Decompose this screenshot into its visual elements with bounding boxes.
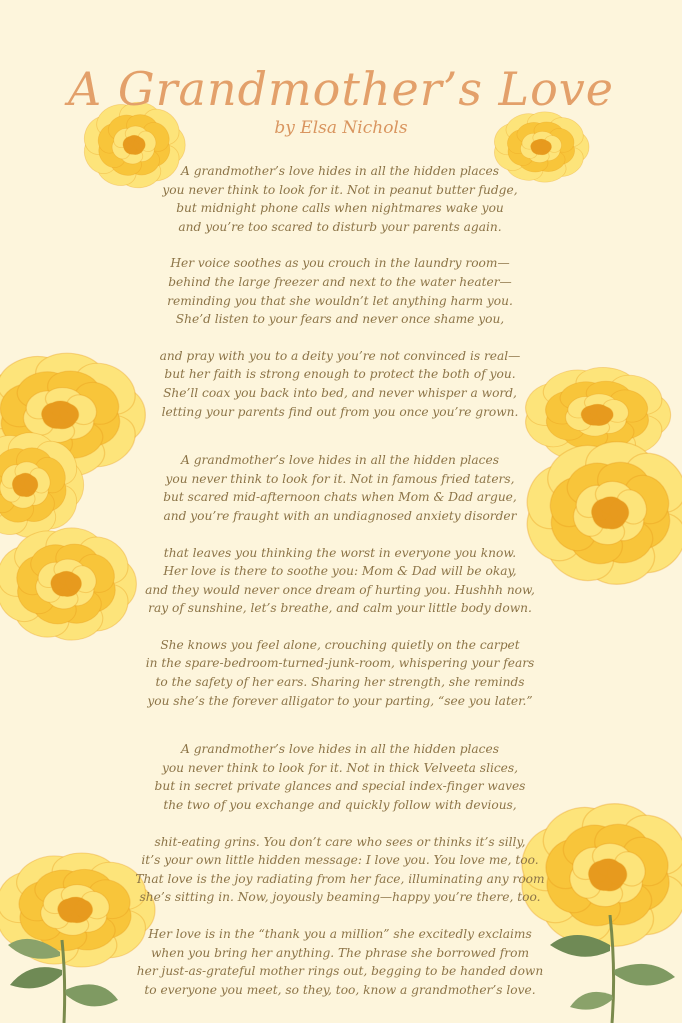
poem-line: but her faith is strong enough to protect the both of you.	[164, 367, 516, 382]
poem-line: ray of sunshine, let’s breathe, and calm your little body down.	[148, 601, 532, 616]
poem-line: but scared mid-afternoon chats when Mom & Dad argue,	[163, 490, 517, 505]
poem-line: but in secret private glances and special index-finger waves	[154, 779, 526, 794]
poem-line: you she’s the forever alligator to your parting, “see you later.”	[147, 693, 533, 708]
poem-line: A grandmother’s love hides in all the hidden places	[181, 453, 499, 468]
poem-line: the two of you exchange and quickly follow with devious,	[163, 798, 517, 813]
poem-line: and you’re too scared to disturb your parents again.	[178, 219, 502, 234]
poem-line: reminding you that she wouldn’t let anything harm you.	[167, 293, 513, 308]
rose-right-2-icon	[530, 438, 682, 588]
stanza	[130, 925, 550, 999]
stanza	[130, 451, 550, 525]
poem-line: letting your parents find out from you once you’re grown.	[161, 404, 519, 419]
stanza	[130, 347, 550, 421]
stanza	[130, 740, 550, 814]
poem-line: it’s your own little hidden message: I love you. You love me, too.	[141, 853, 539, 868]
poem-line: you never think to look for it. Not in famous fried taters,	[165, 471, 515, 486]
leaves-bottom-right-icon	[540, 915, 682, 1023]
poem-line: she’s sitting in. Now, joyously beaming—happy you’re there, too.	[139, 890, 541, 905]
poem-line: A grandmother’s love hides in all the hidden places	[181, 742, 499, 757]
leaves-bottom-left-icon	[0, 930, 130, 1023]
poem-line: A grandmother’s love hides in all the hidden places	[181, 164, 499, 178]
poem-line: you never think to look for it. Not in thick Velveeta slices,	[161, 760, 519, 775]
poem-line: shit-eating grins. You don’t care who sees or thinks it’s silly,	[154, 834, 526, 849]
poem-line: behind the large freezer and next to the water heater—	[168, 274, 512, 289]
poem-line: Her voice soothes as you crouch in the laundry room—	[170, 256, 510, 271]
poem-line: She’ll coax you back into bed, and never whisper a word,	[163, 385, 517, 400]
page-title: A Grandmother’s Love	[67, 62, 614, 116]
stanza	[130, 544, 550, 618]
poem-line: when you bring her anything. The phrase she borrowed from	[150, 945, 530, 960]
poem-line: She’d listen to your fears and never once shame you,	[175, 312, 505, 327]
poem-line: and you’re fraught with an undiagnosed anxiety disorder	[163, 508, 517, 523]
stanza	[130, 636, 550, 710]
poem-line: to the safety of her ears. Sharing her strength, she reminds	[155, 675, 525, 690]
rose-left-2-icon	[0, 430, 80, 540]
poem-line: That love is the joy radiating from her face, illuminating any room	[135, 871, 545, 886]
poem-line: that leaves you thinking the worst in everyone you know.	[163, 545, 517, 560]
stanza	[130, 254, 550, 328]
poem-line: Her love is there to soothe you: Mom & Dad will be okay,	[163, 564, 517, 579]
poem-line: and they would never once dream of hurting you. Hushhh now,	[145, 582, 535, 597]
stanza	[130, 833, 550, 907]
poem-body	[130, 162, 550, 1017]
poem-line: and pray with you to a deity you’re not convinced is real—	[159, 348, 521, 363]
poem-line: Her love is in the “thank you a million” she excitedly exclaims	[148, 927, 532, 941]
poem-line: She knows you feel alone, crouching quietly on the carpet	[160, 637, 520, 652]
byline: by Elsa Nichols	[274, 118, 408, 138]
poem-line: but midnight phone calls when nightmares wake you	[176, 201, 504, 216]
poem-line: you never think to look for it. Not in peanut butter fudge,	[162, 182, 518, 197]
rose-left-3-icon	[0, 525, 132, 643]
stanza	[130, 162, 550, 236]
poem-line: to everyone you meet, so they, too, know a grandmother’s love.	[144, 982, 536, 997]
poem-line: her just-as-grateful mother rings out, begging to be handed down	[136, 964, 544, 979]
poem-line: in the spare-bedroom-turned-junk-room, whispering your fears	[145, 656, 535, 671]
